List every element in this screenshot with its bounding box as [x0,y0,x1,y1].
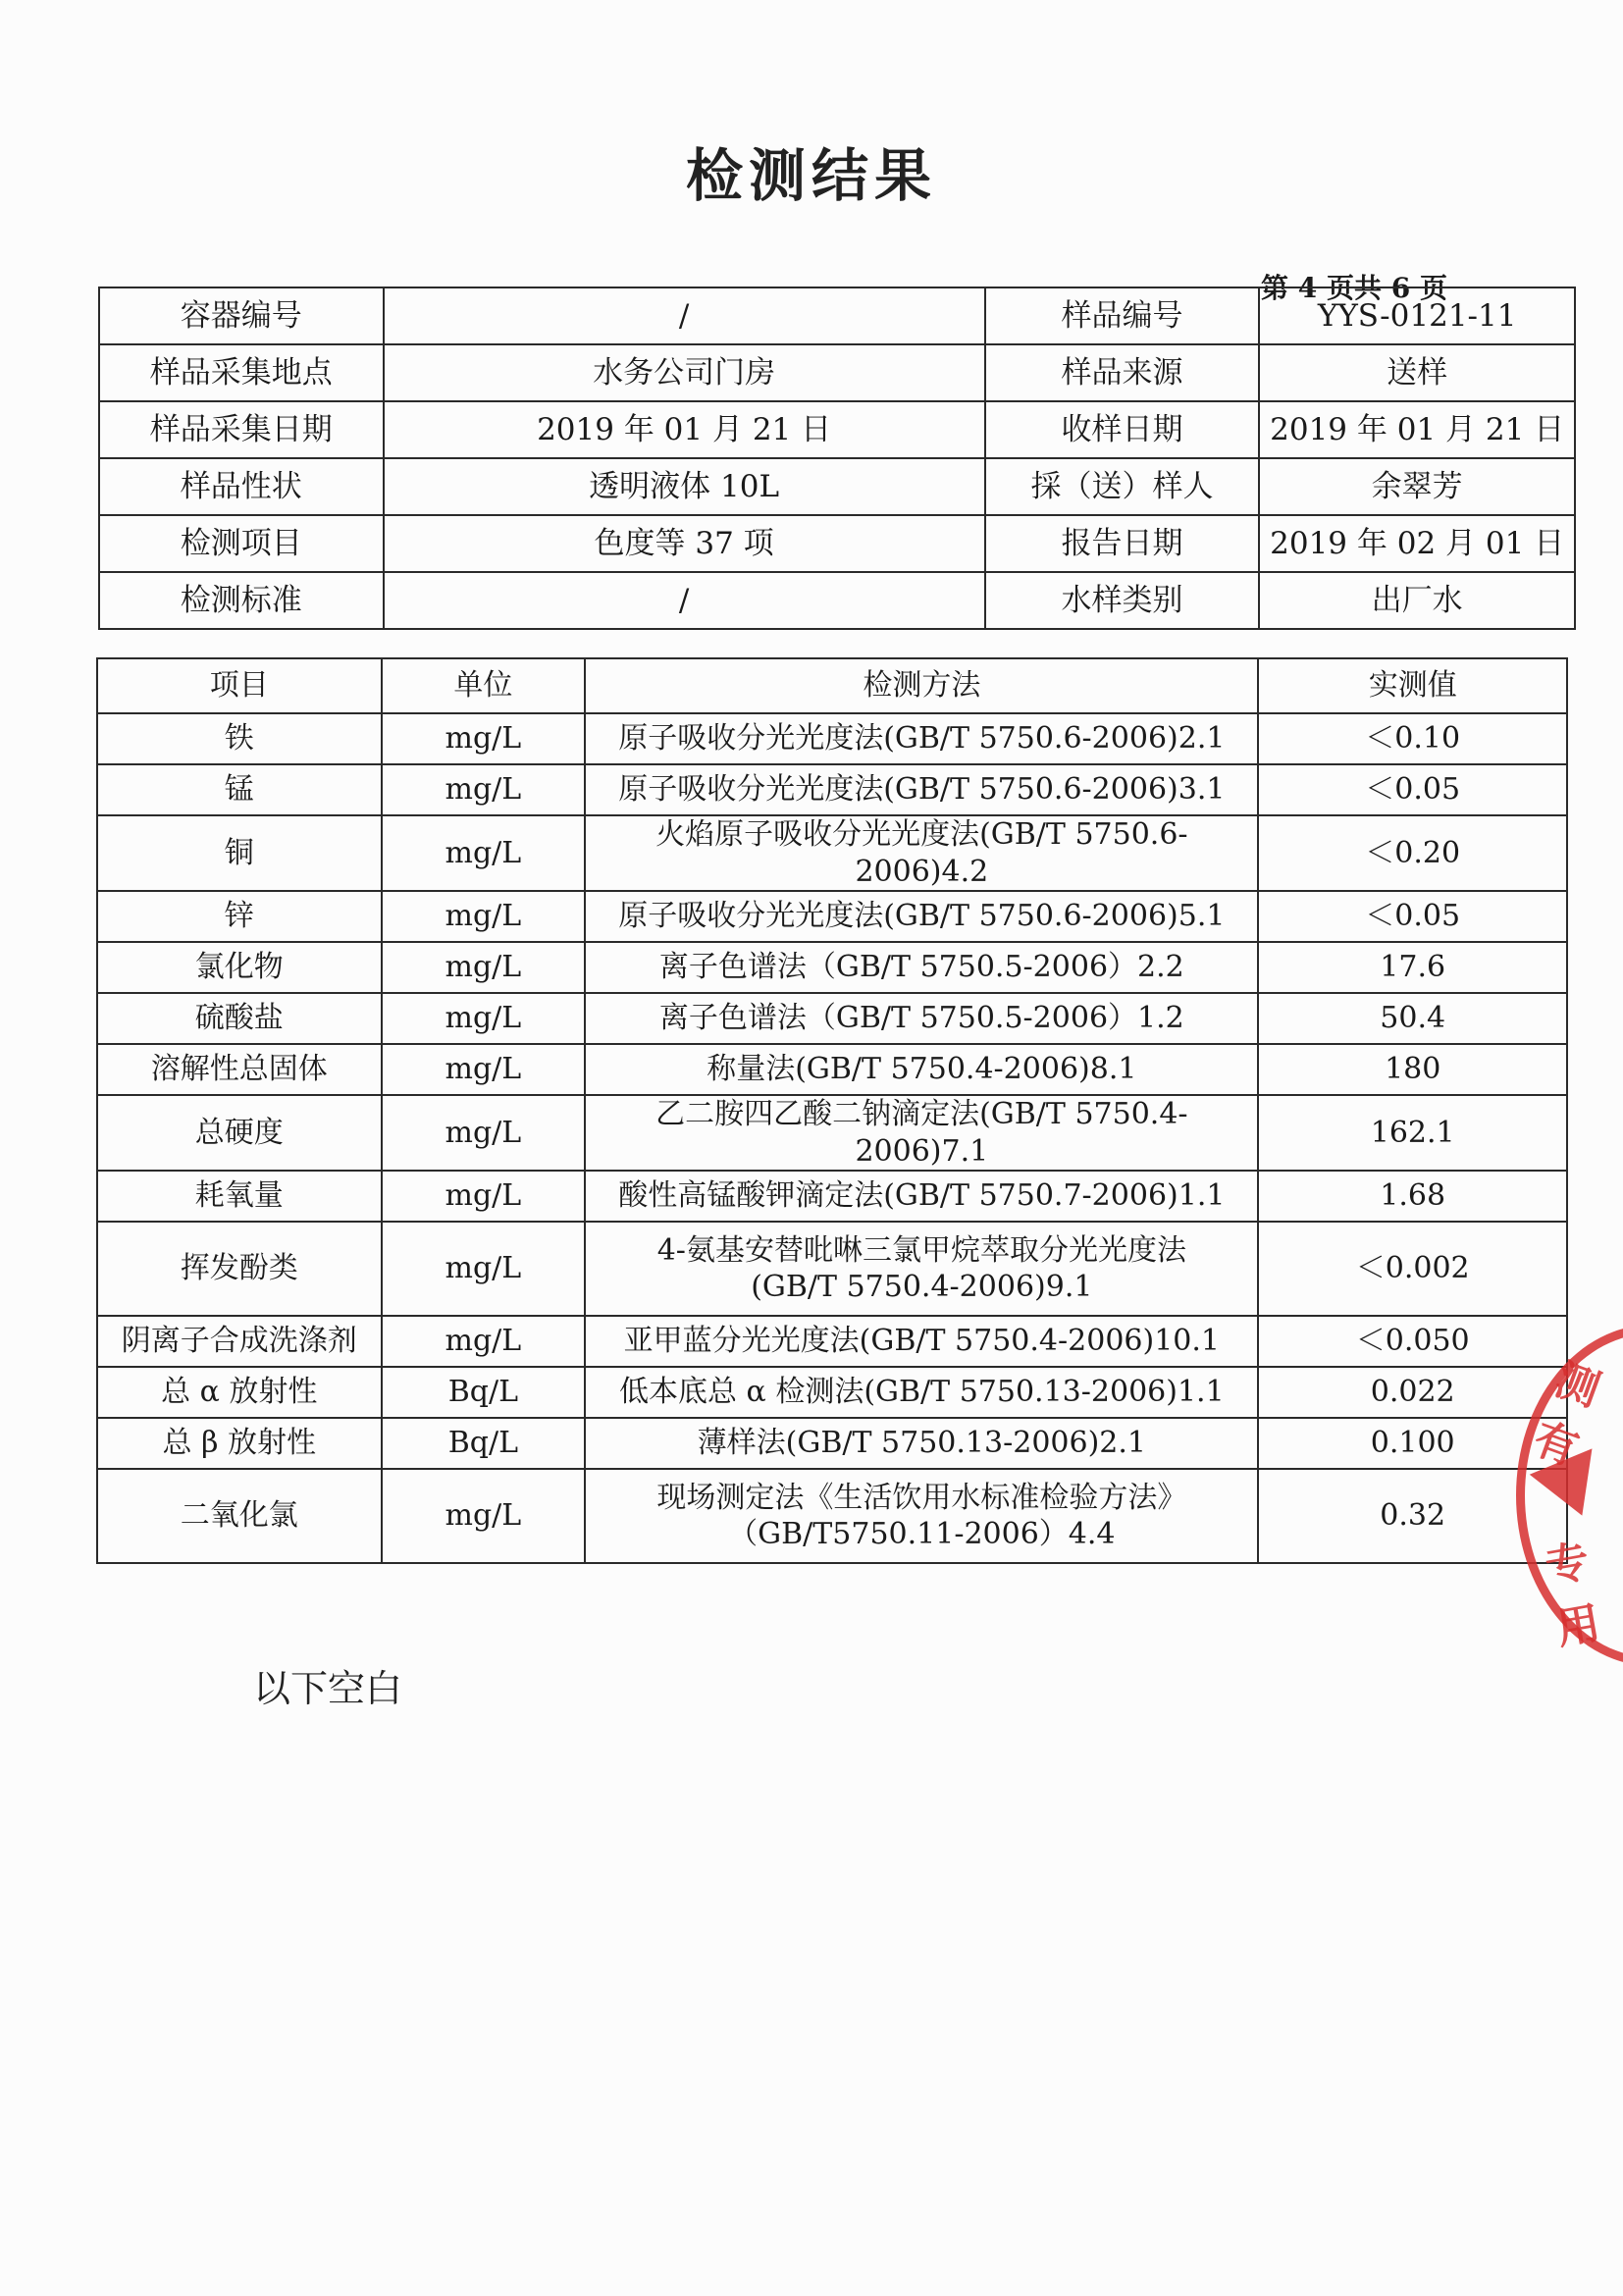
method-line-2: (GB/T 5750.4-2006)9.1 [751,1270,1093,1304]
result-method [585,1469,1258,1563]
result-row [97,815,1567,891]
method-line: 离子色谱法（GB/T 5750.5-2006）1.2 [658,1001,1184,1036]
result-value: 0.32 [1258,1469,1567,1563]
result-row [97,993,1567,1044]
info-value: 2019 年 01 月 21 日 [1259,401,1575,458]
result-method [585,1171,1258,1222]
sample-info-body [99,287,1575,629]
result-value: ＜0.05 [1258,891,1567,942]
method-line: 火焰原子吸收分光光度法(GB/T 5750.6-2006)4.2 [655,817,1188,889]
info-label: 检测项目 [99,515,384,572]
result-method [585,713,1258,764]
info-label: 样品性状 [99,458,384,515]
info-value: 水务公司门房 [384,344,985,401]
header-item: 项目 [97,658,382,713]
method-line: 4-氨基安替吡啉三氯甲烷萃取分光光度法 [656,1232,1186,1268]
info-row [99,344,1575,401]
result-row [97,1316,1567,1367]
result-item: 溶解性总固体 [97,1044,382,1095]
method-line: 原子吸收分光光度法(GB/T 5750.6-2006)5.1 [618,899,1226,934]
result-method [585,1418,1258,1469]
method-line: 称量法(GB/T 5750.4-2006)8.1 [707,1052,1137,1087]
result-unit: mg/L [382,1095,586,1171]
result-row [97,1418,1567,1469]
method-line: 原子吸收分光光度法(GB/T 5750.6-2006)3.1 [618,772,1226,808]
result-row [97,942,1567,993]
result-unit: mg/L [382,1316,586,1367]
info-value: YYS-0121-11 [1259,287,1575,344]
info-label: 採（送）样人 [985,458,1260,515]
results-table [96,657,1568,1564]
result-row [97,1095,1567,1171]
method-line: 酸性高锰酸钾滴定法(GB/T 5750.7-2006)1.1 [618,1178,1226,1214]
info-label: 水样类别 [985,572,1260,629]
result-row [97,891,1567,942]
result-value: 50.4 [1258,993,1567,1044]
info-label: 容器编号 [99,287,384,344]
result-unit: mg/L [382,1044,586,1095]
info-value: / [384,572,985,629]
method-line: 低本底总 α 检测法(GB/T 5750.13-2006)1.1 [619,1375,1225,1410]
method-line: 乙二胺四乙酸二钠滴定法(GB/T 5750.4-2006)7.1 [655,1097,1188,1169]
result-item: 二氧化氯 [97,1469,382,1563]
result-value: ＜0.050 [1258,1316,1567,1367]
result-unit: Bq/L [382,1367,586,1418]
result-value: ＜0.10 [1258,713,1567,764]
result-row [97,1469,1567,1563]
info-label: 报告日期 [985,515,1260,572]
method-line: 原子吸收分光光度法(GB/T 5750.6-2006)2.1 [618,721,1226,757]
result-method [585,1367,1258,1418]
result-method [585,942,1258,993]
method-line: 亚甲蓝分光光度法(GB/T 5750.4-2006)10.1 [623,1324,1220,1359]
result-value: 0.100 [1258,1418,1567,1469]
end-of-content-note: 以下空白 [253,1667,403,1710]
results-body [97,713,1567,1563]
result-value: ＜0.002 [1258,1222,1567,1316]
result-item: 挥发酚类 [97,1222,382,1316]
seal-text-top: 测有 [1527,1354,1606,1476]
result-unit: mg/L [382,942,586,993]
result-row [97,764,1567,815]
result-item: 铁 [97,713,382,764]
result-unit: mg/L [382,1222,586,1316]
info-value: 余翠芳 [1259,458,1575,515]
info-value: 透明液体 10L [384,458,985,515]
page-number: 第 4 页共 6 页 [1261,272,1447,304]
result-value: 180 [1258,1044,1567,1095]
info-row [99,287,1575,344]
result-value: 17.6 [1258,942,1567,993]
result-item: 氯化物 [97,942,382,993]
info-label: 样品采集地点 [99,344,384,401]
info-row [99,572,1575,629]
result-method [585,764,1258,815]
info-value: 出厂水 [1259,572,1575,629]
result-item: 硫酸盐 [97,993,382,1044]
result-method [585,993,1258,1044]
info-value: 2019 年 02 月 01 日 [1259,515,1575,572]
info-row [99,458,1575,515]
info-label: 检测标准 [99,572,384,629]
info-label: 样品采集日期 [99,401,384,458]
result-value: ＜0.05 [1258,764,1567,815]
result-unit: mg/L [382,764,586,815]
result-row [97,1222,1567,1316]
result-item: 阴离子合成洗涤剂 [97,1316,382,1367]
info-label: 样品编号 [985,287,1260,344]
info-label: 样品来源 [985,344,1260,401]
info-value: 送样 [1259,344,1575,401]
result-item: 总 β 放射性 [97,1418,382,1469]
result-item: 耗氧量 [97,1171,382,1222]
result-value: 1.68 [1258,1171,1567,1222]
info-row [99,515,1575,572]
result-unit: mg/L [382,891,586,942]
result-row [97,1171,1567,1222]
method-line-2: （GB/T5750.11-2006）4.4 [728,1517,1116,1551]
result-item: 总硬度 [97,1095,382,1171]
method-line: 现场测定法《生活饮用水标准检验方法》 [656,1480,1187,1515]
result-unit: mg/L [382,1469,586,1563]
result-row [97,1044,1567,1095]
seal-text-bottom: 专用 [1542,1536,1604,1655]
result-item: 铜 [97,815,382,891]
result-method [585,1095,1258,1171]
method-line: 离子色谱法（GB/T 5750.5-2006）2.2 [658,950,1184,985]
result-unit: Bq/L [382,1418,586,1469]
result-row [97,713,1567,764]
result-unit: mg/L [382,713,586,764]
page-title: 检测结果 [685,142,937,209]
result-value: 162.1 [1258,1095,1567,1171]
info-label: 收样日期 [985,401,1260,458]
info-value: 2019 年 01 月 21 日 [384,401,985,458]
result-item: 锌 [97,891,382,942]
result-unit: mg/L [382,815,586,891]
info-row [99,401,1575,458]
info-value: 色度等 37 项 [384,515,985,572]
method-line: 薄样法(GB/T 5750.13-2006)2.1 [697,1426,1146,1461]
result-row [97,1367,1567,1418]
results-header-row [97,658,1567,713]
result-method [585,891,1258,942]
result-value: 0.022 [1258,1367,1567,1418]
result-item: 锰 [97,764,382,815]
result-method [585,1044,1258,1095]
result-value: ＜0.20 [1258,815,1567,891]
result-method [585,1316,1258,1367]
result-unit: mg/L [382,1171,586,1222]
result-method [585,1222,1258,1316]
header-method: 检测方法 [585,658,1258,713]
result-item: 总 α 放射性 [97,1367,382,1418]
result-method [585,815,1258,891]
sample-info-table [98,287,1576,630]
header-value: 实测值 [1258,658,1567,713]
info-value: / [384,287,985,344]
result-unit: mg/L [382,993,586,1044]
header-unit: 单位 [382,658,586,713]
